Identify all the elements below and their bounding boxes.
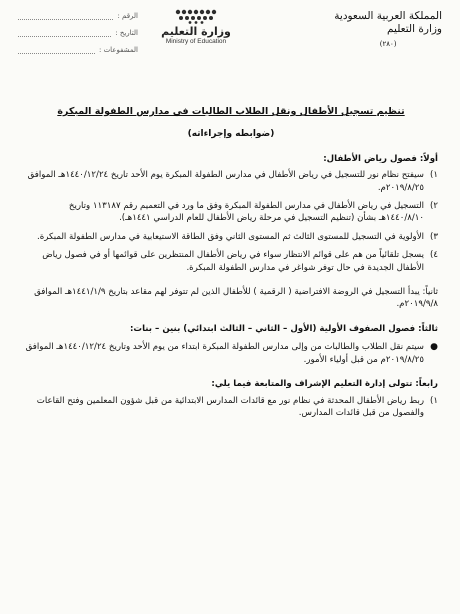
ministry-logo-english: Ministry of Education [165, 38, 227, 45]
list-item-number: ٤) [430, 250, 438, 261]
list-item-text: سيفتح نظام نور للتسجيل في رياض الأطفال في مدارس الطفولة المبكرة يوم الأحد تاريخ ١٤٤٠/١٢/٢٤هـ الموافق ٢٠١٩/٨/٢٥م. [27, 170, 424, 193]
list-item [24, 231, 438, 243]
list-item [24, 249, 438, 274]
list-item-number: ٣) [430, 231, 438, 242]
field-date-line [18, 29, 111, 37]
section-heading-1: أولاً: فصول رياض الأطفال: [323, 153, 438, 164]
field-date [18, 29, 138, 37]
ministry-name: وزارة التعليم [387, 23, 442, 35]
bullet-item [24, 341, 438, 366]
document-subtitle: (ضوابطه وإجراءاته) [187, 129, 275, 140]
section-heading-4: رابعاً: تتولى إدارة التعليم الإشراف والمتابعة فيما يلي: [211, 379, 438, 390]
reference-fields [18, 12, 138, 63]
list-item-number: ١) [430, 395, 438, 406]
kingdom-block [334, 10, 442, 51]
kingdom-name: المملكة العربية السعودية [334, 10, 442, 22]
ministry-logo [156, 8, 236, 46]
list-item-text: ربط رياض الأطفال المحدثة في نظام نور مع قائدات المدارس الابتدائية من قبل شؤون المعلمين وفتح القاعات والفصول من قبل قائدات المدارس. [36, 395, 424, 418]
list-item-text: الأولوية في التسجيل للمستوى الثالث ثم المستوى الثاني وفق الطاقة الاستيعابية في مدارس الطفولة المبكرة. [37, 231, 424, 242]
ministry-logo-icon [174, 8, 218, 24]
section-2-paragraph: ثانياً: يبدأ التسجيل في الروضة الافتراضية ( الرقمية ) للأطفال الذين لم تتوفر لهم مقاعد بتاريخ ١٤٤١/١/٩هـ الموافق ٢٠١٩/٩/٨م. [34, 287, 438, 310]
list-item-text: التسجيل في رياض الأطفال في مدارس الطفولة المبكرة وفق ما ورد في التعميم رقم ١١٣١٨٧ وتاريخ ١٤٤٠/٨/١٠هـ بشأن (تنظيم التسجيل في مرحلة رياض الأطفال للعام الدراسي ١٤٤١هـ). [68, 201, 424, 224]
ministry-logo-arabic: وزارة التعليم [161, 25, 231, 38]
field-attachments-line [18, 46, 95, 54]
field-date-label: التاريخ : [115, 29, 138, 37]
list-item-text: يسجل تلقائياً من هم على قوائم الانتظار سواء في رياض الأطفال المنتظرين على قوائمها أو في فصول رياض الأطفال الجديدة في حال توفر شواغر في مدارس الطفولة المبكرة. [42, 250, 424, 273]
document-number: (٢٨٠) [379, 40, 397, 48]
section-heading-3: ثالثاً: فصول الصفوف الأولية (الأول – الثاني – الثالث ابتدائي) بنين – بنات: [130, 323, 438, 334]
list-item-number: ٢) [430, 201, 438, 212]
list-item [24, 395, 438, 420]
bullet-icon: ● [430, 342, 438, 353]
list-item [24, 169, 438, 194]
list-item [24, 200, 438, 225]
list-item-number: ١) [430, 170, 438, 181]
document-title: تنظيم تسجيل الأطفال ونقل الطلاب الطالبات في مدارس الطفولة المبكرة [57, 106, 405, 117]
letterhead [0, 0, 460, 80]
field-number [18, 12, 138, 20]
document-body [24, 106, 438, 425]
field-attachments [18, 46, 138, 54]
field-number-label: الرقم : [117, 12, 138, 20]
field-number-line [18, 12, 113, 20]
bullet-text: سيتم نقل الطلاب والطالبات من وإلى مدارس الطفولة المبكرة ابتداء من يوم الأحد وتاريخ ١٤٤٠/١٢/٢٤هـ الموافق ٢٠١٩/٨/٢٥م من قبل أولياء الأمور. [25, 342, 424, 365]
field-attachments-label: المشفوعات : [98, 46, 138, 54]
